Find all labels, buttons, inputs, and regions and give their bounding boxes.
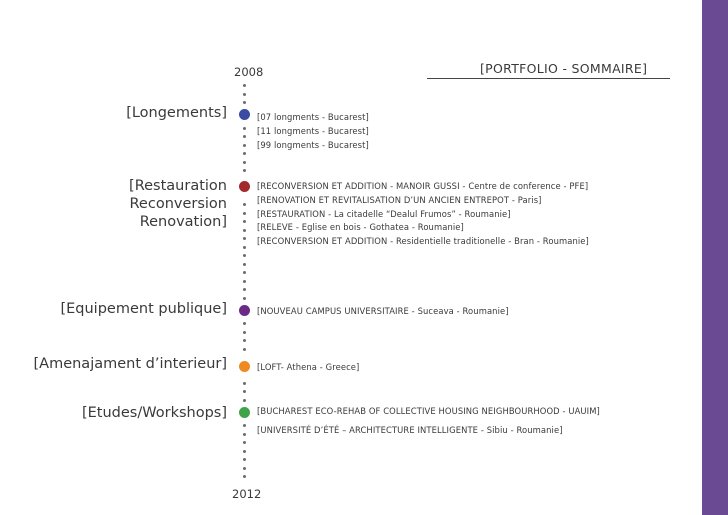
timeline-dot	[243, 144, 246, 147]
timeline-dot	[243, 331, 246, 334]
timeline-dot	[243, 220, 246, 223]
timeline-dot	[243, 101, 246, 104]
category-amenajament: [Amenajament d’interieur]	[33, 356, 227, 372]
list-item: [99 longments - Bucarest]	[257, 140, 369, 150]
list-item: [LOFT- Athena - Greece]	[257, 362, 360, 372]
timeline-dot	[243, 93, 246, 96]
timeline-dot	[243, 263, 246, 266]
list-item: [RECONVERSION ET ADDITION - MANOIR GUSSI - Centre de conference - PFE]	[257, 181, 589, 191]
timeline-dot	[243, 458, 246, 461]
list-item: [BUCHAREST ECO-REHAB OF COLLECTIVE HOUSING NEIGHBOURHOOD - UAUIM]	[257, 406, 600, 416]
category-equipement: [Equipement publique]	[60, 301, 227, 317]
list-item: [NOUVEAU CAMPUS UNIVERSITAIRE - Suceava - Roumanie]	[257, 306, 509, 316]
timeline-dot	[243, 390, 246, 393]
timeline-dot	[243, 203, 246, 206]
list-item: [07 longments - Bucarest]	[257, 112, 369, 122]
timeline-dot	[243, 348, 246, 351]
timeline-dot	[243, 433, 246, 436]
timeline-dot	[243, 254, 246, 257]
timeline-dot	[243, 382, 246, 385]
etudes-dot	[239, 407, 250, 418]
timeline-dot	[243, 237, 246, 240]
timeline-dot	[243, 467, 246, 470]
timeline-dot	[243, 288, 246, 291]
category-restauration	[129, 177, 227, 231]
year-start: 2008	[234, 65, 264, 79]
restauration-dot	[239, 181, 250, 192]
timeline-dot	[243, 399, 246, 402]
page-title: [PORTFOLIO - SOMMAIRE]	[480, 61, 648, 76]
list-item: [RELEVE - Eglise en bois - Gothatea - Roumanie]	[257, 222, 464, 232]
timeline-dot	[243, 441, 246, 444]
timeline-dot	[243, 246, 246, 249]
category-restauration-line2: Reconversion	[129, 196, 227, 212]
timeline-dot	[243, 339, 246, 342]
timeline-dot	[243, 475, 246, 478]
timeline-dot	[243, 161, 246, 164]
amenajament-dot	[239, 361, 250, 372]
list-item: [UNIVERSITÉ D’ÉTÉ – ARCHITECTURE INTELLIGENTE - Sibiu - Roumanie]	[257, 425, 563, 435]
category-restauration-line1: [Restauration	[129, 178, 227, 194]
category-longements: [Longements]	[126, 105, 227, 121]
list-item: [RENOVATION ET REVITALISATION D’UN ANCIEN ENTREPOT - Paris]	[257, 195, 542, 205]
timeline-dot	[243, 297, 246, 300]
timeline-dot	[243, 229, 246, 232]
sidebar-accent	[702, 0, 728, 515]
timeline-dot	[243, 212, 246, 215]
longements-dot	[239, 109, 250, 120]
timeline-dot	[243, 280, 246, 283]
timeline-dot	[243, 322, 246, 325]
timeline-dot	[243, 271, 246, 274]
timeline-dot	[243, 135, 246, 138]
timeline-dot	[243, 152, 246, 155]
timeline-dot	[243, 424, 246, 427]
timeline-dot	[243, 450, 246, 453]
timeline-dot	[243, 84, 246, 87]
equipement-dot	[239, 305, 250, 316]
timeline-dot	[243, 127, 246, 130]
category-etudes: [Etudes/Workshops]	[81, 405, 227, 421]
list-item: [RECONVERSION ET ADDITION - Residentielle traditionelle - Bran - Roumanie]	[257, 236, 589, 246]
list-item: [11 longments - Bucarest]	[257, 126, 369, 136]
title-underline	[427, 78, 670, 79]
list-item: [RESTAURATION - La citadelle “Dealul Frumos” - Roumanie]	[257, 209, 511, 219]
year-end: 2012	[232, 487, 262, 501]
category-restauration-line3: Renovation]	[139, 214, 227, 230]
timeline-dot	[243, 169, 246, 172]
